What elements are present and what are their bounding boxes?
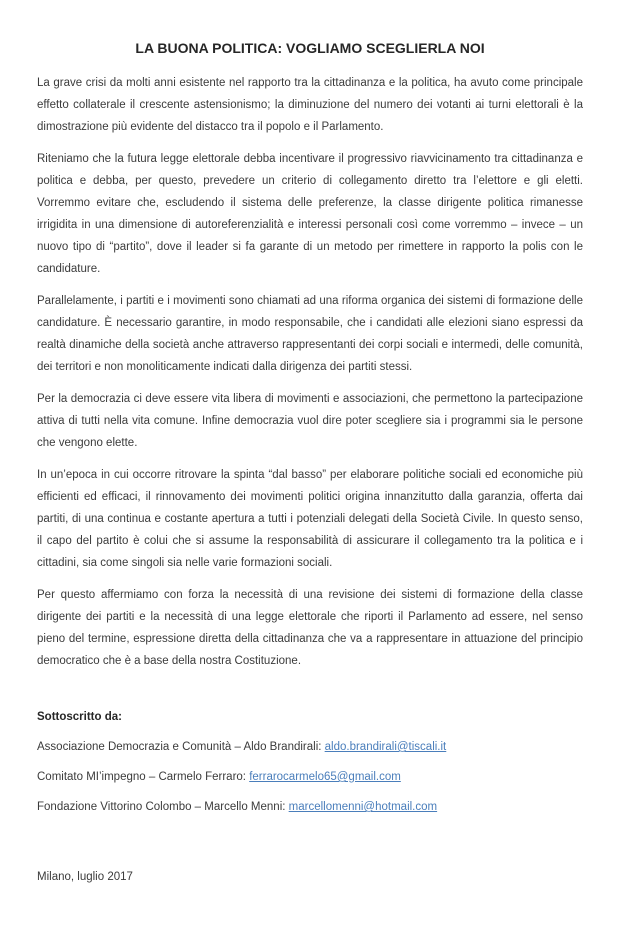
signatory-line-2 — [37, 766, 583, 788]
place-date: Milano, luglio 2017 — [37, 871, 133, 883]
paragraph-1: La grave crisi da molti anni esistente nel rapporto tra la cittadinanza e la politica, ha avuto come principale effetto collaterale il crescente astensionismo; la diminuzione del numero dei votanti ai turni elettorali è la dimostrazione più evidente del distacco tra il popolo e il Parlamento. — [37, 77, 583, 133]
signatory-name-1: Associazione Democrazia e Comunità – Aldo Brandirali: — [37, 741, 325, 753]
signatory-name-3: Fondazione Vittorino Colombo – Marcello Menni: — [37, 801, 289, 813]
paragraph-2: Riteniamo che la futura legge elettorale debba incentivare il progressivo riavvicinamento tra cittadinanza e politica e debba, per questo, prevedere un criterio di collegamento diretto tra l’elettore e gli eletti. Vorremmo evitare che, escludendo il sistema delle preferenze, la classe dirigente politica rimanesse irrigidita in una dimensione di autoreferenzialità e interessi personali così come vorremmo – invece – un nuovo tipo di “partito”, dove il leader si fa garante di un metodo per rimettere in rapporto la polis con le candidature. — [37, 153, 583, 275]
signatory-line-1 — [37, 736, 583, 758]
paragraph-6: Per questo affermiamo con forza la necessità di una revisione dei sistemi di formazione della classe dirigente dei partiti e la necessità di una legge elettorale che riporti il Parlamento ad essere, nel senso pieno del termine, espressione diretta della cittadinanza che va a rappresentare in attuazione del principio democratico che è a base della nostra Costituzione. — [37, 589, 583, 667]
email-link-brandirali[interactable]: aldo.brandirali@tiscali.it — [324, 741, 447, 753]
email-link-ferraro[interactable]: ferrarocarmelo65@gmail.com — [249, 771, 401, 783]
signatory-name-2: Comitato MI’impegno – Carmelo Ferraro: — [37, 771, 250, 783]
email-link-menni[interactable]: marcellomenni@hotmail.com — [288, 801, 438, 813]
signatory-line-3 — [37, 796, 583, 818]
paragraph-3: Parallelamente, i partiti e i movimenti sono chiamati ad una riforma organica dei sistemi di formazione delle candidature. È necessario garantire, in modo responsabile, che i candidati alle elezioni siano espressi da realtà dinamiche della società anche attraverso rappresentanti dei corpi sociali e intermedi, delle comunità, dei territori e non monoliticamente indicati dalla dirigenza dei partiti stessi. — [37, 295, 583, 373]
document-title: LA BUONA POLITICA: VOGLIAMO SCEGLIERLA NOI — [135, 40, 485, 56]
signatories-heading: Sottoscritto da: — [37, 711, 122, 723]
paragraph-4: Per la democrazia ci deve essere vita libera di movimenti e associazioni, che permettono la partecipazione attiva di tutti nella vita comune. Infine democrazia vuol dire poter scegliere sia i programmi sia le persone che vengono elette. — [37, 393, 583, 449]
paragraph-5: In un’epoca in cui occorre ritrovare la spinta “dal basso” per elaborare politiche sociali ed economiche più efficienti ed efficaci, il rinnovamento dei movimenti politici origina innanzitutto dalla garanzia, offerta dai partiti, di una continua e costante apertura a tutti i potenziali delegati della Società Civile. In questo senso, il capo del partito è colui che si assume la responsabilità di assicurare il collegamento tra la politica e i cittadini, sia come singoli sia nelle varie formazioni sociali. — [37, 469, 583, 569]
